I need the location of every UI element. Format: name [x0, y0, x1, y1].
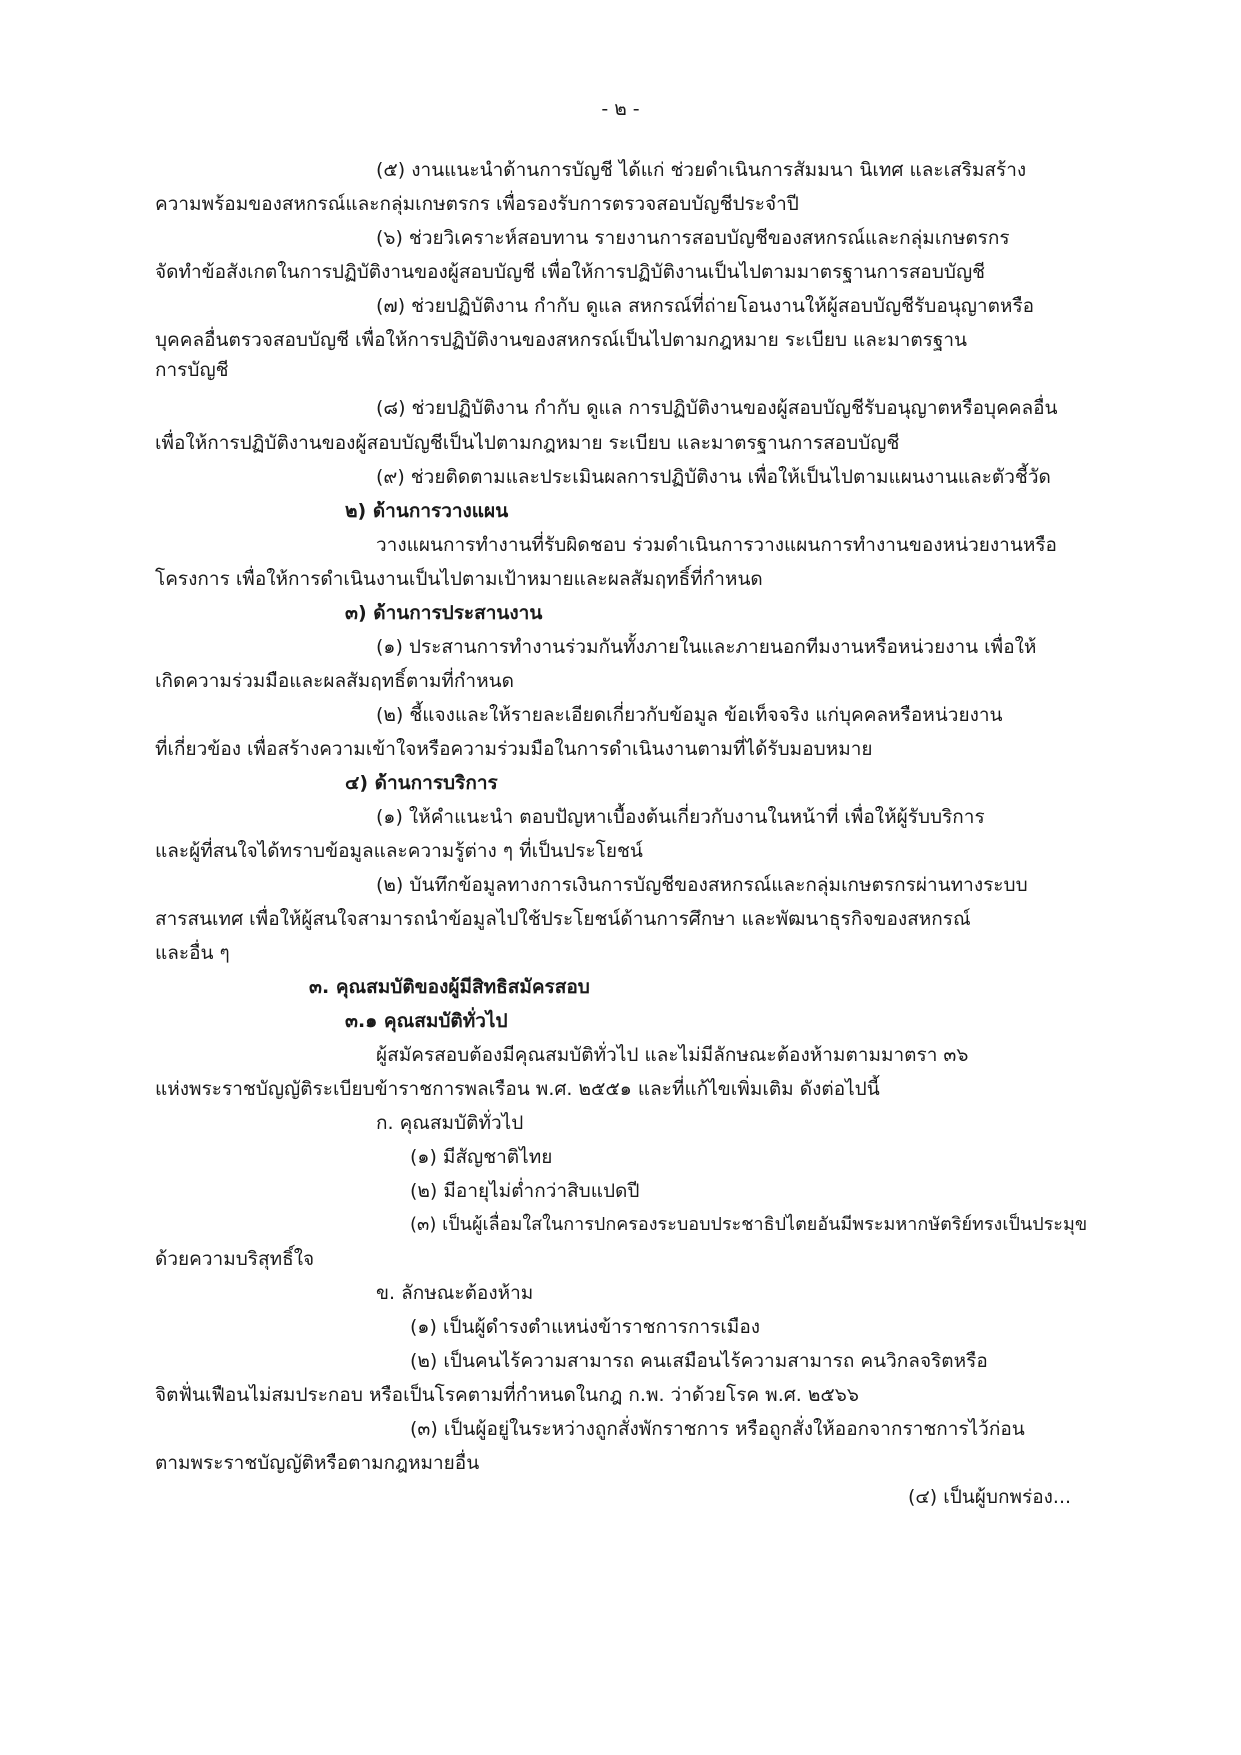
paragraph-line: และอื่น ๆ: [155, 942, 230, 964]
paragraph-line: วางแผนการทำงานที่รับผิดชอบ ร่วมดำเนินการวางแผนการทำงานของหน่วยงานหรือ: [376, 534, 1057, 556]
continuation-note: (๔) เป็นผู้บกพร่อง...: [908, 1486, 1072, 1508]
paragraph-line: โครงการ เพื่อให้การดำเนินงานเป็นไปตามเป้าหมายและผลสัมฤทธิ์ที่กำหนด: [155, 568, 763, 590]
paragraph-line: สารสนเทศ เพื่อให้ผู้สนใจสามารถนำข้อมูลไปใช้ประโยชน์ด้านการศึกษา และพัฒนาธุรกิจของสหกรณ์: [155, 908, 971, 930]
paragraph-line: (๕) งานแนะนำด้านการบัญชี ได้แก่ ช่วยดำเนินการสัมมนา นิเทศ และเสริมสร้าง: [376, 159, 1027, 181]
section-heading: ๓) ด้านการประสานงาน: [345, 602, 543, 624]
list-heading: ก. คุณสมบัติทั่วไป: [376, 1112, 524, 1134]
paragraph-line: จิตฟั่นเฟือนไม่สมประกอบ หรือเป็นโรคตามที่กำหนดในกฎ ก.พ. ว่าด้วยโรค พ.ศ. ๒๕๖๖: [155, 1384, 859, 1406]
paragraph-line: และผู้ที่สนใจได้ทราบข้อมูลและความรู้ต่าง ๆ ที่เป็นประโยชน์: [155, 840, 643, 862]
paragraph-line: เกิดความร่วมมือและผลสัมฤทธิ์ตามที่กำหนด: [155, 670, 514, 692]
paragraph-line: เพื่อให้การปฏิบัติงานของผู้สอบบัญชีเป็นไปตามกฎหมาย ระเบียบ และมาตรฐานการสอบบัญชี: [155, 432, 900, 454]
paragraph-line: ตามพระราชบัญญัติหรือตามกฎหมายอื่น: [155, 1452, 480, 1474]
paragraph-line: (๙) ช่วยติดตามและประเมินผลการปฏิบัติงาน เพื่อให้เป็นไปตามแผนงานและตัวชี้วัด: [376, 466, 1051, 488]
paragraph-line: ผู้สมัครสอบต้องมีคุณสมบัติทั่วไป และไม่มีลักษณะต้องห้ามตามมาตรา ๓๖: [376, 1044, 969, 1066]
paragraph-line: (๒) บันทึกข้อมูลทางการเงินการบัญชีของสหกรณ์และกลุ่มเกษตรกรผ่านทางระบบ: [376, 874, 1028, 896]
paragraph-line: (๑) ประสานการทำงานร่วมกันทั้งภายในและภายนอกทีมงานหรือหน่วยงาน เพื่อให้: [376, 636, 1037, 658]
section-heading: ๔) ด้านการบริการ: [345, 772, 498, 794]
paragraph-line: (๒) ชี้แจงและให้รายละเอียดเกี่ยวกับข้อมูล ข้อเท็จจริง แก่บุคคลหรือหน่วยงาน: [376, 704, 1003, 726]
paragraph-line: จัดทำข้อสังเกตในการปฏิบัติงานของผู้สอบบัญชี เพื่อให้การปฏิบัติงานเป็นไปตามมาตรฐานการสอบบัญชี: [155, 261, 986, 283]
paragraph-line: บุคคลอื่นตรวจสอบบัญชี เพื่อให้การปฏิบัติงานของสหกรณ์เป็นไปตามกฎหมาย ระเบียบ และมาตรฐาน: [155, 329, 968, 351]
list-heading: ข. ลักษณะต้องห้าม: [376, 1282, 534, 1304]
paragraph-line: การบัญชี: [155, 359, 229, 381]
list-item: (๒) มีอายุไม่ต่ำกว่าสิบแปดปี: [410, 1180, 640, 1202]
page-number: - ๒ -: [601, 98, 640, 120]
paragraph-line: แห่งพระราชบัญญัติระเบียบข้าราชการพลเรือน พ.ศ. ๒๕๕๑ และที่แก้ไขเพิ่มเติม ดังต่อไปนี้: [155, 1078, 880, 1100]
list-item: (๓) เป็นผู้อยู่ในระหว่างถูกสั่งพักราชการ หรือถูกสั่งให้ออกจากราชการไว้ก่อน: [410, 1418, 1025, 1440]
list-item: (๓) เป็นผู้เลื่อมใสในการปกครองระบอบประชาธิปไตยอันมีพระมหากษัตริย์ทรงเป็นประมุข: [410, 1214, 1088, 1235]
paragraph-line: (๖) ช่วยวิเคราะห์สอบทาน รายงานการสอบบัญชีของสหกรณ์และกลุ่มเกษตรกร: [376, 227, 1010, 249]
paragraph-line: (๑) ให้คำแนะนำ ตอบปัญหาเบื้องต้นเกี่ยวกับงานในหน้าที่ เพื่อให้ผู้รับบริการ: [376, 806, 985, 828]
paragraph-line: (๗) ช่วยปฏิบัติงาน กำกับ ดูแล สหกรณ์ที่ถ่ายโอนงานให้ผู้สอบบัญชีรับอนุญาตหรือ: [376, 295, 1035, 317]
paragraph-line: ที่เกี่ยวข้อง เพื่อสร้างความเข้าใจหรือความร่วมมือในการดำเนินงานตามที่ได้รับมอบหมาย: [155, 738, 873, 760]
list-item: (๑) มีสัญชาติไทย: [410, 1146, 553, 1168]
subsection-heading: ๓.๑ คุณสมบัติทั่วไป: [345, 1010, 508, 1032]
list-item: (๒) เป็นคนไร้ความสามารถ คนเสมือนไร้ความสามารถ คนวิกลจริตหรือ: [410, 1350, 988, 1372]
section-heading: ๓. คุณสมบัติของผู้มีสิทธิสมัครสอบ: [309, 976, 590, 998]
list-item: (๑) เป็นผู้ดำรงตำแหน่งข้าราชการการเมือง: [410, 1316, 761, 1338]
paragraph-line: (๘) ช่วยปฏิบัติงาน กำกับ ดูแล การปฏิบัติงานของผู้สอบบัญชีรับอนุญาตหรือบุคคลอื่น: [376, 397, 1058, 419]
paragraph-line: ความพร้อมของสหกรณ์และกลุ่มเกษตรกร เพื่อรองรับการตรวจสอบบัญชีประจำปี: [155, 193, 799, 215]
paragraph-line: ด้วยความบริสุทธิ์ใจ: [155, 1248, 315, 1270]
section-heading: ๒) ด้านการวางแผน: [345, 500, 509, 522]
